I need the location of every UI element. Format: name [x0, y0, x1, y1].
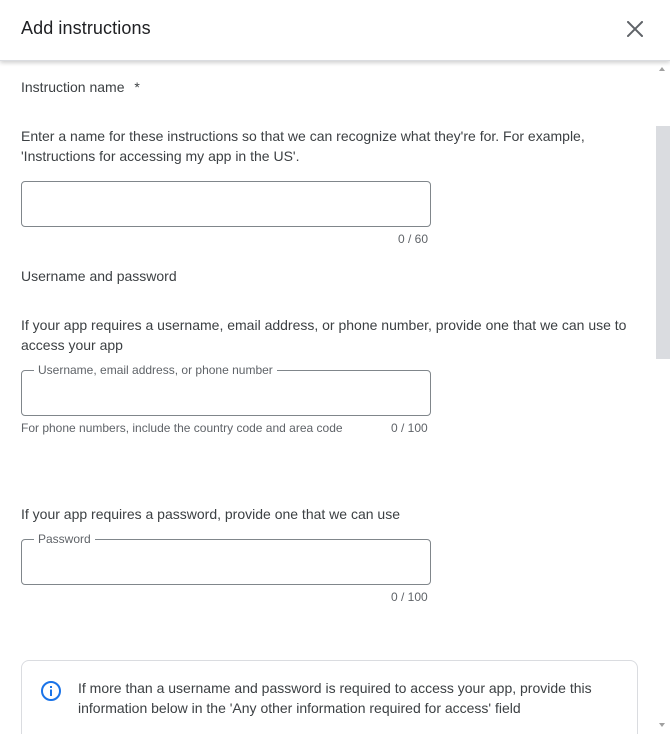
- dialog-body: [0, 61, 670, 734]
- username-field-label: Username, email address, or phone number: [34, 362, 277, 378]
- username-hint: For phone numbers, include the country code and area code: [21, 421, 343, 435]
- password-field[interactable]: [21, 532, 431, 585]
- password-field-label: Password: [34, 531, 95, 547]
- instruction-name-label: [21, 77, 140, 97]
- password-counter: 0 / 100: [391, 590, 428, 604]
- scroll-down-icon[interactable]: [659, 723, 665, 727]
- scroll-up-icon[interactable]: [659, 67, 665, 71]
- required-marker: *: [134, 79, 140, 95]
- info-note-text: If more than a username and password is required to access your app, provide this information below in the 'Any other information required for access' field: [78, 680, 592, 716]
- instruction-name-description: Enter a name for these instructions so that we can recognize what they're for. For example, 'Instructions for accessing my app in the US'.: [21, 128, 585, 164]
- password-description: If your app requires a password, provide one that we can use: [21, 506, 400, 522]
- instruction-name-input[interactable]: [34, 192, 418, 216]
- username-counter: 0 / 100: [391, 421, 428, 435]
- close-button[interactable]: [620, 14, 650, 44]
- password-input[interactable]: [34, 550, 418, 574]
- info-note: [21, 660, 638, 734]
- dialog-title: Add instructions: [21, 18, 151, 38]
- scrollbar-thumb[interactable]: [656, 126, 670, 359]
- credentials-section-label: Username and password: [21, 268, 177, 284]
- info-icon: [40, 680, 62, 702]
- username-description: If your app requires a username, email address, or phone number, provide one that we can use to access your app: [21, 317, 627, 353]
- username-input[interactable]: [34, 381, 418, 405]
- instruction-name-label-text: Instruction name: [21, 79, 125, 95]
- instruction-name-field[interactable]: [21, 181, 431, 227]
- username-field[interactable]: [21, 363, 431, 416]
- dialog-header: [0, 0, 670, 61]
- close-icon: [627, 21, 643, 37]
- instruction-name-counter: 0 / 60: [398, 232, 429, 246]
